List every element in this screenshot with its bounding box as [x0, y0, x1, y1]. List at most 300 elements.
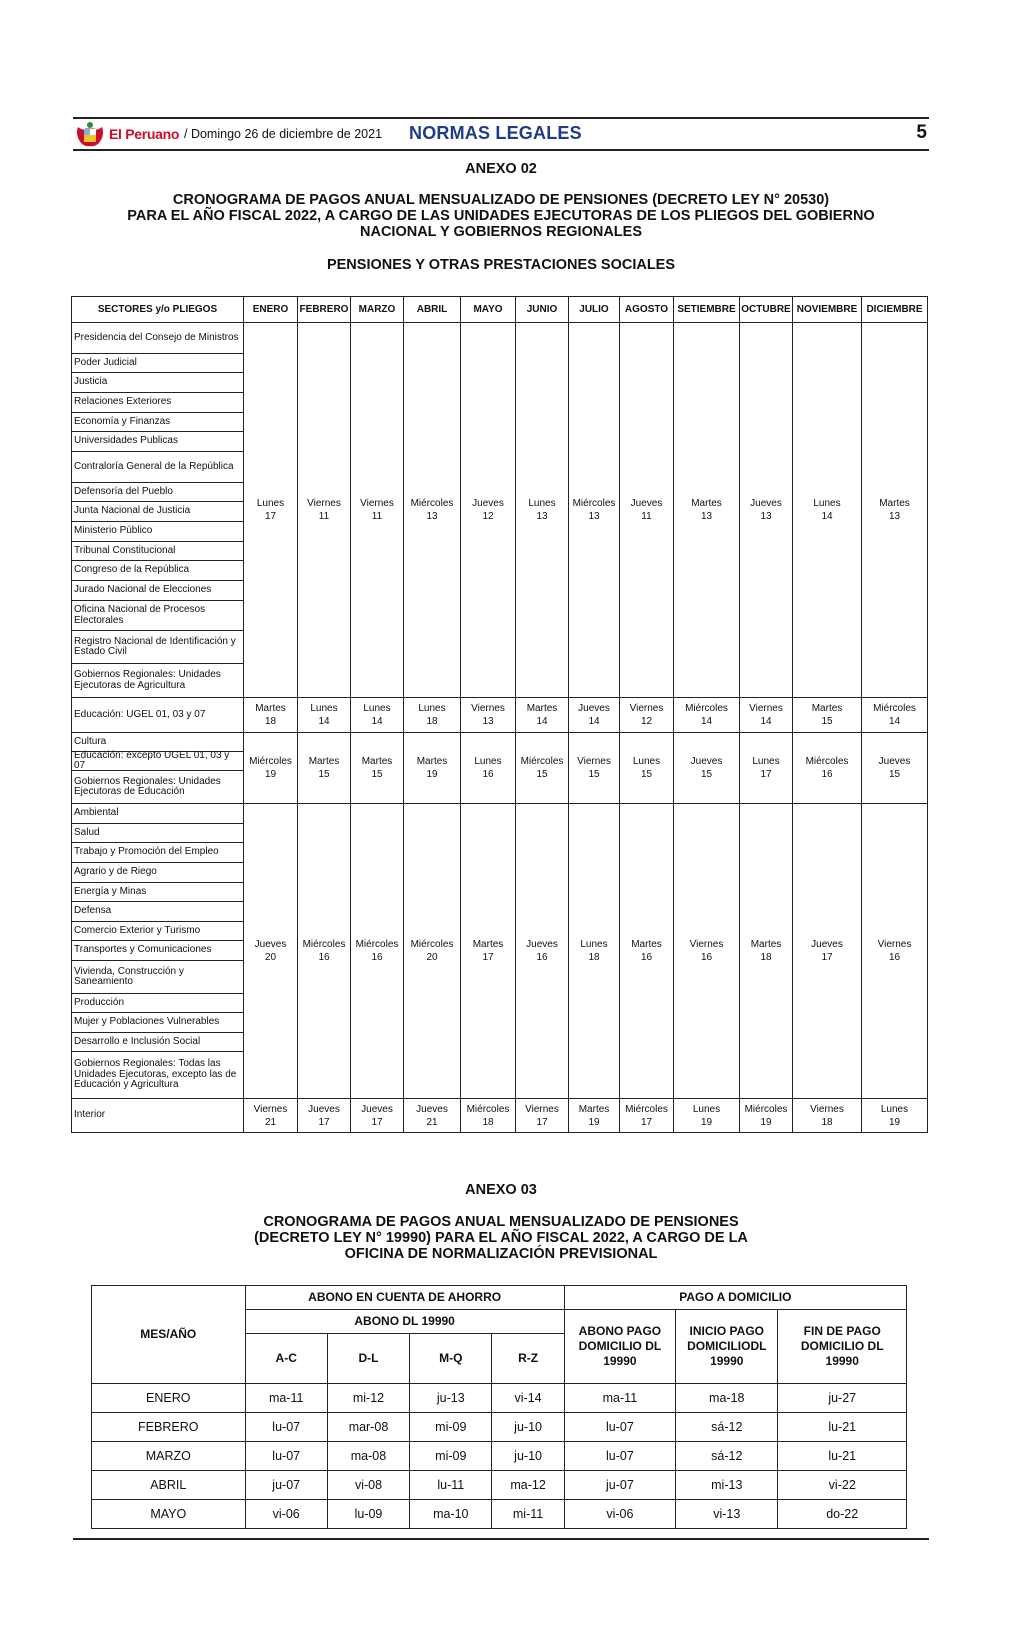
date-cell: vi-22 [778, 1471, 907, 1500]
weekday: Viernes [360, 498, 394, 509]
sector-group-row [72, 733, 928, 804]
day-number: 20 [426, 952, 438, 963]
day-number: 12 [640, 716, 653, 727]
weekday: Miércoles [466, 1103, 510, 1115]
sector-list-cell [72, 804, 244, 1099]
payment-date-cell [516, 1099, 569, 1133]
day-number: 16 [700, 952, 713, 963]
section-title: NORMAS LEGALES [409, 123, 582, 143]
payment-date-cell [793, 1099, 862, 1133]
sector-name: Junta Nacional de Justicia [72, 502, 243, 522]
sector-name: Universidades Publicas [72, 432, 243, 452]
header-abono-cuenta: ABONO EN CUENTA DE AHORRO [245, 1286, 564, 1310]
payment-date-cell [461, 733, 516, 804]
weekday: Jueves [750, 498, 782, 509]
payment-date-cell [620, 323, 674, 698]
sector-group-row [72, 804, 928, 1099]
weekday: Viernes [749, 703, 783, 714]
weekday: Jueves [472, 498, 504, 509]
payment-date-cell [569, 323, 620, 698]
payment-date-cell [516, 323, 569, 698]
payment-date-cell [674, 733, 740, 804]
header-inicio-pago: INICIO PAGO DOMICILIODL 19990 [676, 1310, 778, 1384]
payment-date-cell [298, 804, 351, 1099]
day-number: 15 [318, 769, 330, 780]
weekday: Miércoles [625, 1103, 668, 1115]
weekday: Martes [526, 703, 558, 714]
sector-name: Jurado Nacional de Elecciones [72, 581, 243, 601]
weekday: Viernes [810, 1103, 844, 1115]
sector-name: Salud [72, 824, 243, 843]
sector-name: Gobiernos Regionales: Unidades Ejecutoras de Educación [74, 775, 221, 797]
weekday: Martes [308, 756, 340, 767]
header-range: M-Q [410, 1334, 492, 1384]
annex2-title-line: PARA EL AÑO FISCAL 2022, A CARGO DE LAS UNIDADES EJECUTORAS DE LOS PLIEGOS DEL GOBIERNO [127, 208, 875, 224]
sector-name: Presidencia del Consejo de Ministros [72, 323, 243, 354]
day-number: 18 [482, 1116, 494, 1128]
day-number: 14 [371, 716, 383, 727]
day-number: 14 [821, 511, 833, 522]
payment-date-cell [674, 1099, 740, 1133]
day-number: 18 [426, 716, 438, 727]
day-number: 13 [588, 511, 600, 522]
payment-date-cell [862, 804, 928, 1099]
weekday: Lunes [474, 756, 502, 767]
weekday: Miércoles [249, 756, 292, 767]
column-header-month: MARZO [351, 297, 404, 323]
annex3-title-line: OFICINA DE NORMALIZACIÓN PREVISIONAL [344, 1246, 658, 1262]
weekday: Viernes [577, 756, 611, 767]
day-number: 14 [536, 716, 548, 727]
newspaper-name: El Peruano [109, 126, 180, 142]
header-mes-ano: MES/AÑO [92, 1286, 246, 1384]
table-row [92, 1413, 907, 1442]
weekday: Martes [472, 939, 504, 950]
table-row [92, 1442, 907, 1471]
column-header-month: DICIEMBRE [862, 297, 928, 323]
payment-date-cell [620, 804, 674, 1099]
sector-name: Educación: UGEL 01, 03 y 07 [74, 708, 206, 720]
day-number: 13 [426, 511, 438, 522]
date-cell: vi-06 [564, 1500, 675, 1529]
date-cell: sá-12 [676, 1442, 778, 1471]
payment-date-cell [793, 698, 862, 733]
table-row [92, 1500, 907, 1529]
day-number: 19 [888, 1116, 901, 1128]
day-number: 13 [888, 511, 901, 522]
annex2-title-line: NACIONAL Y GOBIERNOS REGIONALES [360, 224, 642, 240]
payment-date-cell [862, 1099, 928, 1133]
date-cell: mar-08 [327, 1413, 409, 1442]
weekday: Martes [811, 703, 843, 714]
weekday: Viernes [689, 939, 724, 950]
day-number: 19 [426, 769, 438, 780]
date-cell: lu-07 [245, 1413, 327, 1442]
date-cell: ju-07 [564, 1471, 675, 1500]
column-header-month: JUNIO [516, 297, 569, 323]
payment-date-cell [298, 733, 351, 804]
weekday: Lunes [752, 756, 780, 767]
weekday: Martes [361, 756, 393, 767]
weekday: Lunes [880, 1103, 909, 1115]
sector-name: Gobiernos Regionales: Unidades Ejecutoras de Agricultura [74, 669, 221, 691]
payment-date-cell [404, 698, 461, 733]
sector-name: Ministerio Público [72, 522, 243, 542]
day-number: 21 [426, 1116, 438, 1128]
weekday: Lunes [632, 756, 661, 767]
weekday: Jueves [361, 1103, 393, 1115]
payment-date-cell [351, 323, 404, 698]
payment-date-cell [674, 698, 740, 733]
table-row [92, 1384, 907, 1413]
payment-date-cell [620, 698, 674, 733]
sector-list-cell [72, 698, 244, 733]
sector-name: Comercio Exterior y Turismo [72, 922, 243, 941]
payment-date-cell [244, 698, 298, 733]
header-abono-domicilio: ABONO PAGO DOMICILIO DL 19990 [564, 1310, 675, 1384]
weekday: Miércoles [685, 703, 728, 714]
sector-name: Gobiernos Regionales: Todas las Unidades Ejecutoras, excepto las de Educación y Agricultura [74, 1058, 237, 1091]
day-number: 15 [640, 769, 653, 780]
payment-date-cell [793, 733, 862, 804]
sector-name: Defensa [72, 902, 243, 922]
payment-date-cell [461, 323, 516, 698]
annex2-subtitle: PENSIONES Y OTRAS PRESTACIONES SOCIALES [326, 257, 676, 273]
weekday: Martes [879, 498, 910, 509]
page-header [73, 117, 929, 151]
sector-list [72, 1099, 243, 1132]
weekday: Viernes [307, 498, 341, 509]
weekday: Jueves [630, 498, 663, 509]
payment-date-cell [740, 1099, 793, 1133]
date-cell: ju-07 [245, 1471, 327, 1500]
day-number: 14 [318, 716, 330, 727]
weekday: Lunes [580, 939, 608, 950]
header-bottom-rule [73, 149, 929, 151]
weekday: Viernes [525, 1103, 559, 1115]
weekday: Martes [750, 939, 782, 950]
annex2-title [73, 192, 929, 240]
column-header-month: ABRIL [404, 297, 461, 323]
payment-date-cell [569, 733, 620, 804]
sector-name: Relaciones Exteriores [72, 393, 243, 413]
payment-date-cell [740, 804, 793, 1099]
header-pago-domicilio: PAGO A DOMICILIO [564, 1286, 906, 1310]
payment-date-cell [569, 698, 620, 733]
weekday: Lunes [310, 703, 338, 714]
payment-date-cell [404, 733, 461, 804]
header-range: A-C [245, 1334, 327, 1384]
sector-group-row [72, 323, 928, 698]
annex2-schedule-table [71, 296, 928, 1133]
payment-date-cell [404, 1099, 461, 1133]
sector-name: Oficina Nacional de Procesos Electorales [72, 601, 243, 631]
weekday: Miércoles [572, 498, 616, 509]
weekday: Miércoles [410, 498, 454, 509]
date-cell: vi-08 [327, 1471, 409, 1500]
payment-date-cell [404, 323, 461, 698]
day-number: 19 [700, 1116, 713, 1128]
weekday: Lunes [692, 1103, 721, 1115]
date-cell: lu-07 [564, 1413, 675, 1442]
header-range: R-Z [492, 1334, 564, 1384]
column-header-month: OCTUBRE [740, 297, 793, 323]
annex3-title-line: CRONOGRAMA DE PAGOS ANUAL MENSUALIZADO DE PENSIONES [263, 1214, 739, 1230]
annex3-title [73, 1214, 929, 1262]
payment-date-cell [793, 323, 862, 698]
day-number: 15 [536, 769, 548, 780]
weekday: Jueves [878, 756, 911, 767]
day-number: 13 [700, 511, 713, 522]
weekday: Miércoles [302, 939, 346, 950]
sector-name: Educación: excepto UGEL 01, 03 y 07 [72, 752, 243, 771]
date-cell: mi-12 [327, 1384, 409, 1413]
issue-date: / Domingo 26 de diciembre de 2021 [184, 127, 383, 141]
payment-date-cell [674, 323, 740, 698]
date-cell: ma-08 [327, 1442, 409, 1471]
date-cell: mi-09 [410, 1413, 492, 1442]
annex3-schedule-table [91, 1285, 907, 1529]
payment-date-cell [862, 323, 928, 698]
sector-name: Defensoría del Pueblo [72, 483, 243, 502]
sector-name: Tribunal Constitucional [72, 542, 243, 561]
payment-date-cell [298, 698, 351, 733]
sector-name: Desarrollo e Inclusión Social [72, 1033, 243, 1052]
payment-date-cell [740, 733, 793, 804]
day-number: 14 [760, 716, 772, 727]
weekday: Lunes [418, 703, 446, 714]
sector-name: Trabajo y Promoción del Empleo [72, 843, 243, 863]
day-number: 21 [264, 1116, 277, 1128]
payment-date-cell [740, 323, 793, 698]
day-number: 13 [536, 511, 548, 522]
date-cell: ma-12 [492, 1471, 564, 1500]
sector-list-cell [72, 1099, 244, 1133]
month-cell: ENERO [92, 1384, 246, 1413]
day-number: 15 [700, 769, 713, 780]
sector-list [72, 323, 243, 697]
payment-date-cell [516, 733, 569, 804]
payment-date-cell [620, 1099, 674, 1133]
header-fin-pago: FIN DE PAGO DOMICILIO DL 19990 [778, 1310, 907, 1384]
date-cell: vi-14 [492, 1384, 564, 1413]
weekday: Miércoles [744, 1103, 788, 1115]
sector-name: Mujer y Poblaciones Vulnerables [72, 1013, 243, 1033]
day-number: 15 [821, 716, 833, 727]
weekday: Lunes [363, 703, 391, 714]
header-range: D-L [327, 1334, 409, 1384]
column-header-month: JULIO [569, 297, 620, 323]
weekday: Jueves [526, 939, 558, 950]
payment-date-cell [298, 1099, 351, 1133]
sector-name: Vivienda, Construcción y Saneamiento [72, 961, 243, 994]
day-number: 17 [318, 1116, 330, 1128]
day-number: 11 [641, 511, 652, 522]
weekday: Miércoles [520, 756, 564, 767]
payment-date-cell [461, 698, 516, 733]
month-cell: ABRIL [92, 1471, 246, 1500]
date-cell: lu-07 [564, 1442, 675, 1471]
sector-name: Justicia [72, 373, 243, 393]
day-number: 16 [640, 952, 653, 963]
day-number: 15 [371, 769, 383, 780]
day-number: 20 [264, 952, 277, 963]
weekday: Viernes [629, 703, 664, 714]
page-number: 5 [916, 122, 927, 143]
payment-date-cell [404, 804, 461, 1099]
annex3-title-line: (DECRETO LEY N° 19990) PARA EL AÑO FISCAL 2022, A CARGO DE LA [254, 1230, 748, 1246]
column-header-month: ENERO [244, 297, 298, 323]
date-cell: mi-13 [676, 1471, 778, 1500]
day-number: 17 [482, 952, 494, 963]
sector-list-cell [72, 733, 244, 804]
column-header-month: NOVIEMBRE [793, 297, 862, 323]
date-cell: lu-11 [410, 1471, 492, 1500]
payment-date-cell [862, 733, 928, 804]
day-number: 18 [588, 952, 600, 963]
date-cell: ju-10 [492, 1413, 564, 1442]
day-number: 17 [821, 952, 833, 963]
sector-name: Economía y Finanzas [72, 413, 243, 432]
day-number: 15 [588, 769, 600, 780]
day-number: 16 [821, 769, 833, 780]
date-cell: mi-11 [492, 1500, 564, 1529]
sector-list-cell [72, 323, 244, 698]
day-number: 16 [536, 952, 548, 963]
weekday: Martes [631, 939, 662, 950]
coat-of-arms-icon [75, 121, 105, 148]
date-cell: ma-10 [410, 1500, 492, 1529]
payment-date-cell [351, 1099, 404, 1133]
payment-date-cell [569, 804, 620, 1099]
sector-group-row [72, 1099, 928, 1133]
column-header-month: SETIEMBRE [674, 297, 740, 323]
day-number: 17 [760, 769, 772, 780]
day-number: 11 [371, 511, 383, 522]
day-number: 17 [264, 511, 277, 522]
day-number: 16 [371, 952, 383, 963]
date-cell: mi-09 [410, 1442, 492, 1471]
payment-date-cell [244, 733, 298, 804]
day-number: 17 [640, 1116, 653, 1128]
weekday: Viernes [471, 703, 505, 714]
sector-list [72, 733, 243, 803]
sector-name: Cultura [72, 733, 243, 752]
sector-list [72, 804, 243, 1098]
weekday: Martes [416, 756, 448, 767]
payment-date-cell [351, 804, 404, 1099]
day-number: 16 [482, 769, 494, 780]
day-number: 16 [888, 952, 901, 963]
date-cell: lu-09 [327, 1500, 409, 1529]
annex3-label: ANEXO 03 [465, 1182, 537, 1198]
weekday: Jueves [578, 703, 610, 714]
month-cell: MAYO [92, 1500, 246, 1529]
column-header-month: AGOSTO [620, 297, 674, 323]
payment-date-cell [793, 804, 862, 1099]
sector-name: Interior [74, 1109, 106, 1121]
payment-date-cell [862, 698, 928, 733]
date-cell: ma-18 [676, 1384, 778, 1413]
day-number: 19 [264, 769, 277, 780]
weekday: Miércoles [805, 756, 849, 767]
payment-date-cell [740, 698, 793, 733]
payment-date-cell [351, 733, 404, 804]
payment-date-cell [620, 733, 674, 804]
day-number: 16 [318, 952, 330, 963]
date-cell: lu-07 [245, 1442, 327, 1471]
payment-date-cell [298, 323, 351, 698]
sector-name: Producción [72, 994, 243, 1013]
date-cell: ju-27 [778, 1384, 907, 1413]
column-header-month: MAYO [461, 297, 516, 323]
date-cell: lu-21 [778, 1442, 907, 1471]
sector-name: Congreso de la República [72, 561, 243, 581]
weekday: Jueves [811, 939, 843, 950]
weekday: Jueves [254, 939, 287, 950]
sector-name: Poder Judicial [72, 354, 243, 373]
day-number: 13 [482, 716, 494, 727]
day-number: 14 [700, 716, 713, 727]
day-number: 18 [760, 952, 772, 963]
sector-name: Ambiental [72, 804, 243, 824]
weekday: Martes [691, 498, 722, 509]
annex2-header-row [72, 297, 928, 323]
header-top-rule [73, 117, 929, 119]
sector-name: Energía y Minas [72, 883, 243, 902]
sector-name: Transportes y Comunicaciones [72, 941, 243, 961]
weekday: Lunes [256, 498, 285, 509]
weekday: Viernes [253, 1103, 288, 1115]
date-cell: sá-12 [676, 1413, 778, 1442]
day-number: 17 [536, 1116, 548, 1128]
date-cell: do-22 [778, 1500, 907, 1529]
sector-name: Registro Nacional de Identificación y Estado Civil [72, 631, 243, 664]
annex3-header-row-1 [92, 1286, 907, 1310]
payment-date-cell [461, 804, 516, 1099]
footer-rule [73, 1538, 929, 1540]
day-number: 19 [760, 1116, 772, 1128]
weekday: Martes [578, 1103, 610, 1115]
date-cell: lu-21 [778, 1413, 907, 1442]
day-number: 18 [264, 716, 277, 727]
weekday: Jueves [308, 1103, 340, 1115]
day-number: 15 [888, 769, 901, 780]
payment-date-cell [351, 698, 404, 733]
day-number: 19 [588, 1116, 600, 1128]
payment-date-cell [244, 1099, 298, 1133]
payment-date-cell [461, 1099, 516, 1133]
weekday: Lunes [528, 498, 556, 509]
sector-group-row [72, 698, 928, 733]
day-number: 11 [318, 511, 330, 522]
weekday: Jueves [416, 1103, 448, 1115]
table-row [92, 1471, 907, 1500]
date-cell: vi-06 [245, 1500, 327, 1529]
day-number: 13 [760, 511, 772, 522]
day-number: 14 [588, 716, 600, 727]
date-cell: ju-10 [492, 1442, 564, 1471]
sector-name: Contraloría General de la República [72, 452, 243, 483]
day-number: 17 [371, 1116, 383, 1128]
column-header-month: FEBRERO [298, 297, 351, 323]
column-header-sectors: SECTORES y/o PLIEGOS [72, 297, 244, 323]
sector-list [72, 698, 243, 732]
date-cell: ma-11 [245, 1384, 327, 1413]
payment-date-cell [516, 804, 569, 1099]
weekday: Lunes [813, 498, 841, 509]
annex2-title-line: CRONOGRAMA DE PAGOS ANUAL MENSUALIZADO DE PENSIONES (DECRETO LEY N° 20530) [172, 192, 830, 208]
